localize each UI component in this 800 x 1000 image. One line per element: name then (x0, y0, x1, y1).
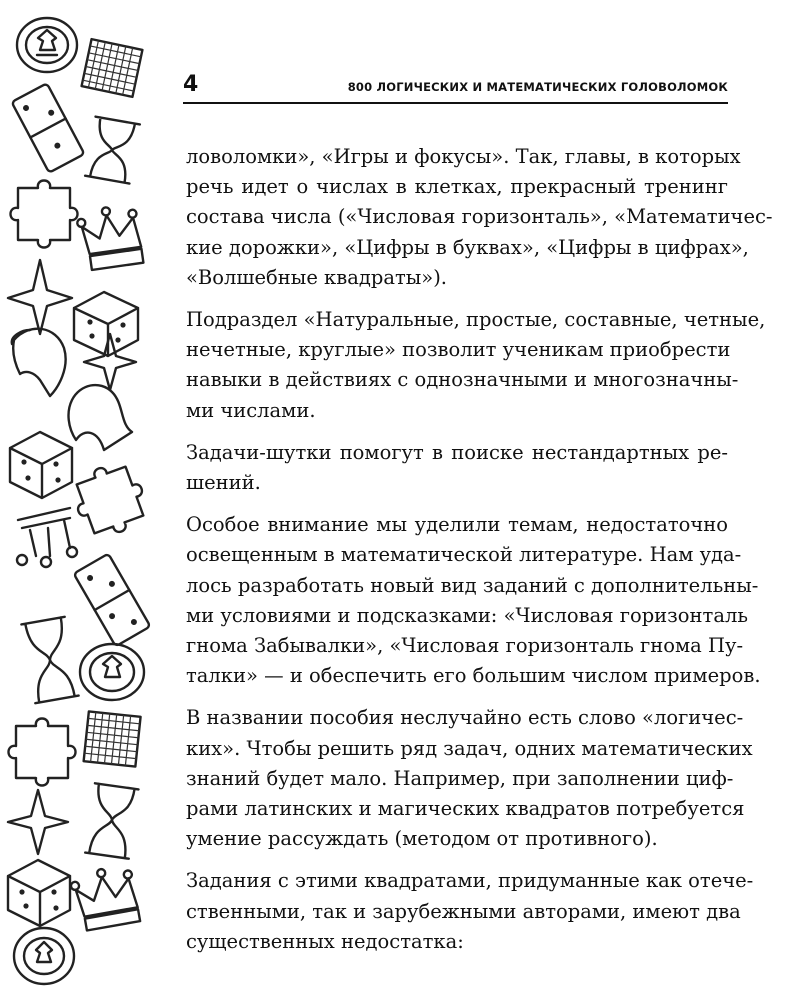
body-text (186, 142, 773, 969)
chess-coin-icon (17, 18, 77, 72)
text-line: навыки в действиях с однозначными и многозначны- (186, 368, 739, 392)
hourglass-icon (85, 117, 140, 184)
text-line: ми числами. (186, 398, 316, 422)
chess-rook-icon (17, 508, 77, 567)
paragraph (186, 305, 766, 426)
text-line: речь идет о числах в клетках, прекрасный тренинг (186, 175, 728, 199)
chess-knight-icon (12, 329, 66, 396)
crown-icon (69, 864, 140, 932)
text-line: кие дорожки», «Цифры в буквах», «Цифры в цифрах», (186, 235, 749, 259)
text-line: ких». Чтобы решить ряд задач, одних математических (186, 736, 753, 760)
dice-icon (10, 432, 72, 498)
text-line: ми условиями и подсказками: «Числовая горизонталь (186, 603, 748, 627)
chess-coin-icon (14, 928, 74, 984)
header-rule (183, 102, 728, 104)
text-line: лось разработать новый вид заданий с дополнительны- (186, 573, 759, 597)
hourglass-icon (85, 783, 138, 858)
paragraph (186, 142, 773, 293)
text-line: существенных недостатка: (186, 929, 464, 953)
crown-icon (76, 203, 144, 271)
text-line: ловоломки», «Игры и фокусы». Так, главы, в которых (186, 145, 741, 168)
paragraph (186, 438, 728, 498)
running-header (183, 72, 728, 102)
text-line: состава числа («Числовая горизонталь», «Математичес- (186, 205, 773, 229)
puzzle-piece-icon (9, 719, 76, 786)
star-icon (84, 334, 136, 390)
text-line: В названии пособия неслучайно есть слово «логичес- (186, 706, 744, 730)
chess-coin-icon (80, 644, 144, 700)
page-number: 4 (183, 72, 199, 97)
paragraph (186, 866, 754, 957)
text-line: умение рассуждать (методом от противного). (186, 827, 658, 851)
dice-icon (8, 860, 70, 926)
puzzle-piece-icon (11, 181, 78, 248)
domino-icon (12, 83, 85, 172)
hourglass-icon (21, 617, 78, 703)
star-icon (8, 260, 72, 334)
domino-icon (74, 554, 151, 647)
text-line: шений. (186, 471, 261, 495)
margin-decoration (0, 0, 165, 1000)
text-line: рами латинских и магических квадратов потребуется (186, 797, 745, 821)
text-line: Задания с этими квадратами, придуманные как отече- (186, 869, 754, 893)
text-line: гнома Забывалки», «Числовая горизонталь гнома Пу- (186, 634, 744, 658)
star-icon (8, 790, 68, 854)
text-line: Подраздел «Натуральные, простые, составные, четные, (186, 308, 766, 332)
puzzle-piece-icon (67, 457, 153, 543)
chess-knight-icon (69, 385, 132, 450)
text-line: освещенным в математической литературе. Нам уда- (186, 543, 742, 567)
text-line: талки» — и обеспечить его большим числом примеров. (186, 664, 761, 688)
running-title: 800 ЛОГИЧЕСКИХ И МАТЕМАТИЧЕСКИХ ГОЛОВОЛОМОК (347, 80, 728, 94)
text-line: ственными, так и зарубежными авторами, имеют два (186, 899, 741, 923)
paragraph (186, 703, 753, 854)
text-line: знаний будет мало. Например, при заполнении циф- (186, 766, 734, 790)
text-line: Задачи-шутки помогут в поиске нестандартных ре- (186, 440, 728, 464)
paragraph (186, 510, 761, 691)
text-line: Особое внимание мы уделили темам, недостаточно (186, 513, 728, 537)
chessboard-icon (84, 711, 141, 766)
text-line: «Волшебные квадраты»). (186, 265, 448, 289)
text-line: нечетные, круглые» позволит ученикам приобрести (186, 338, 731, 362)
chessboard-icon (82, 39, 143, 97)
